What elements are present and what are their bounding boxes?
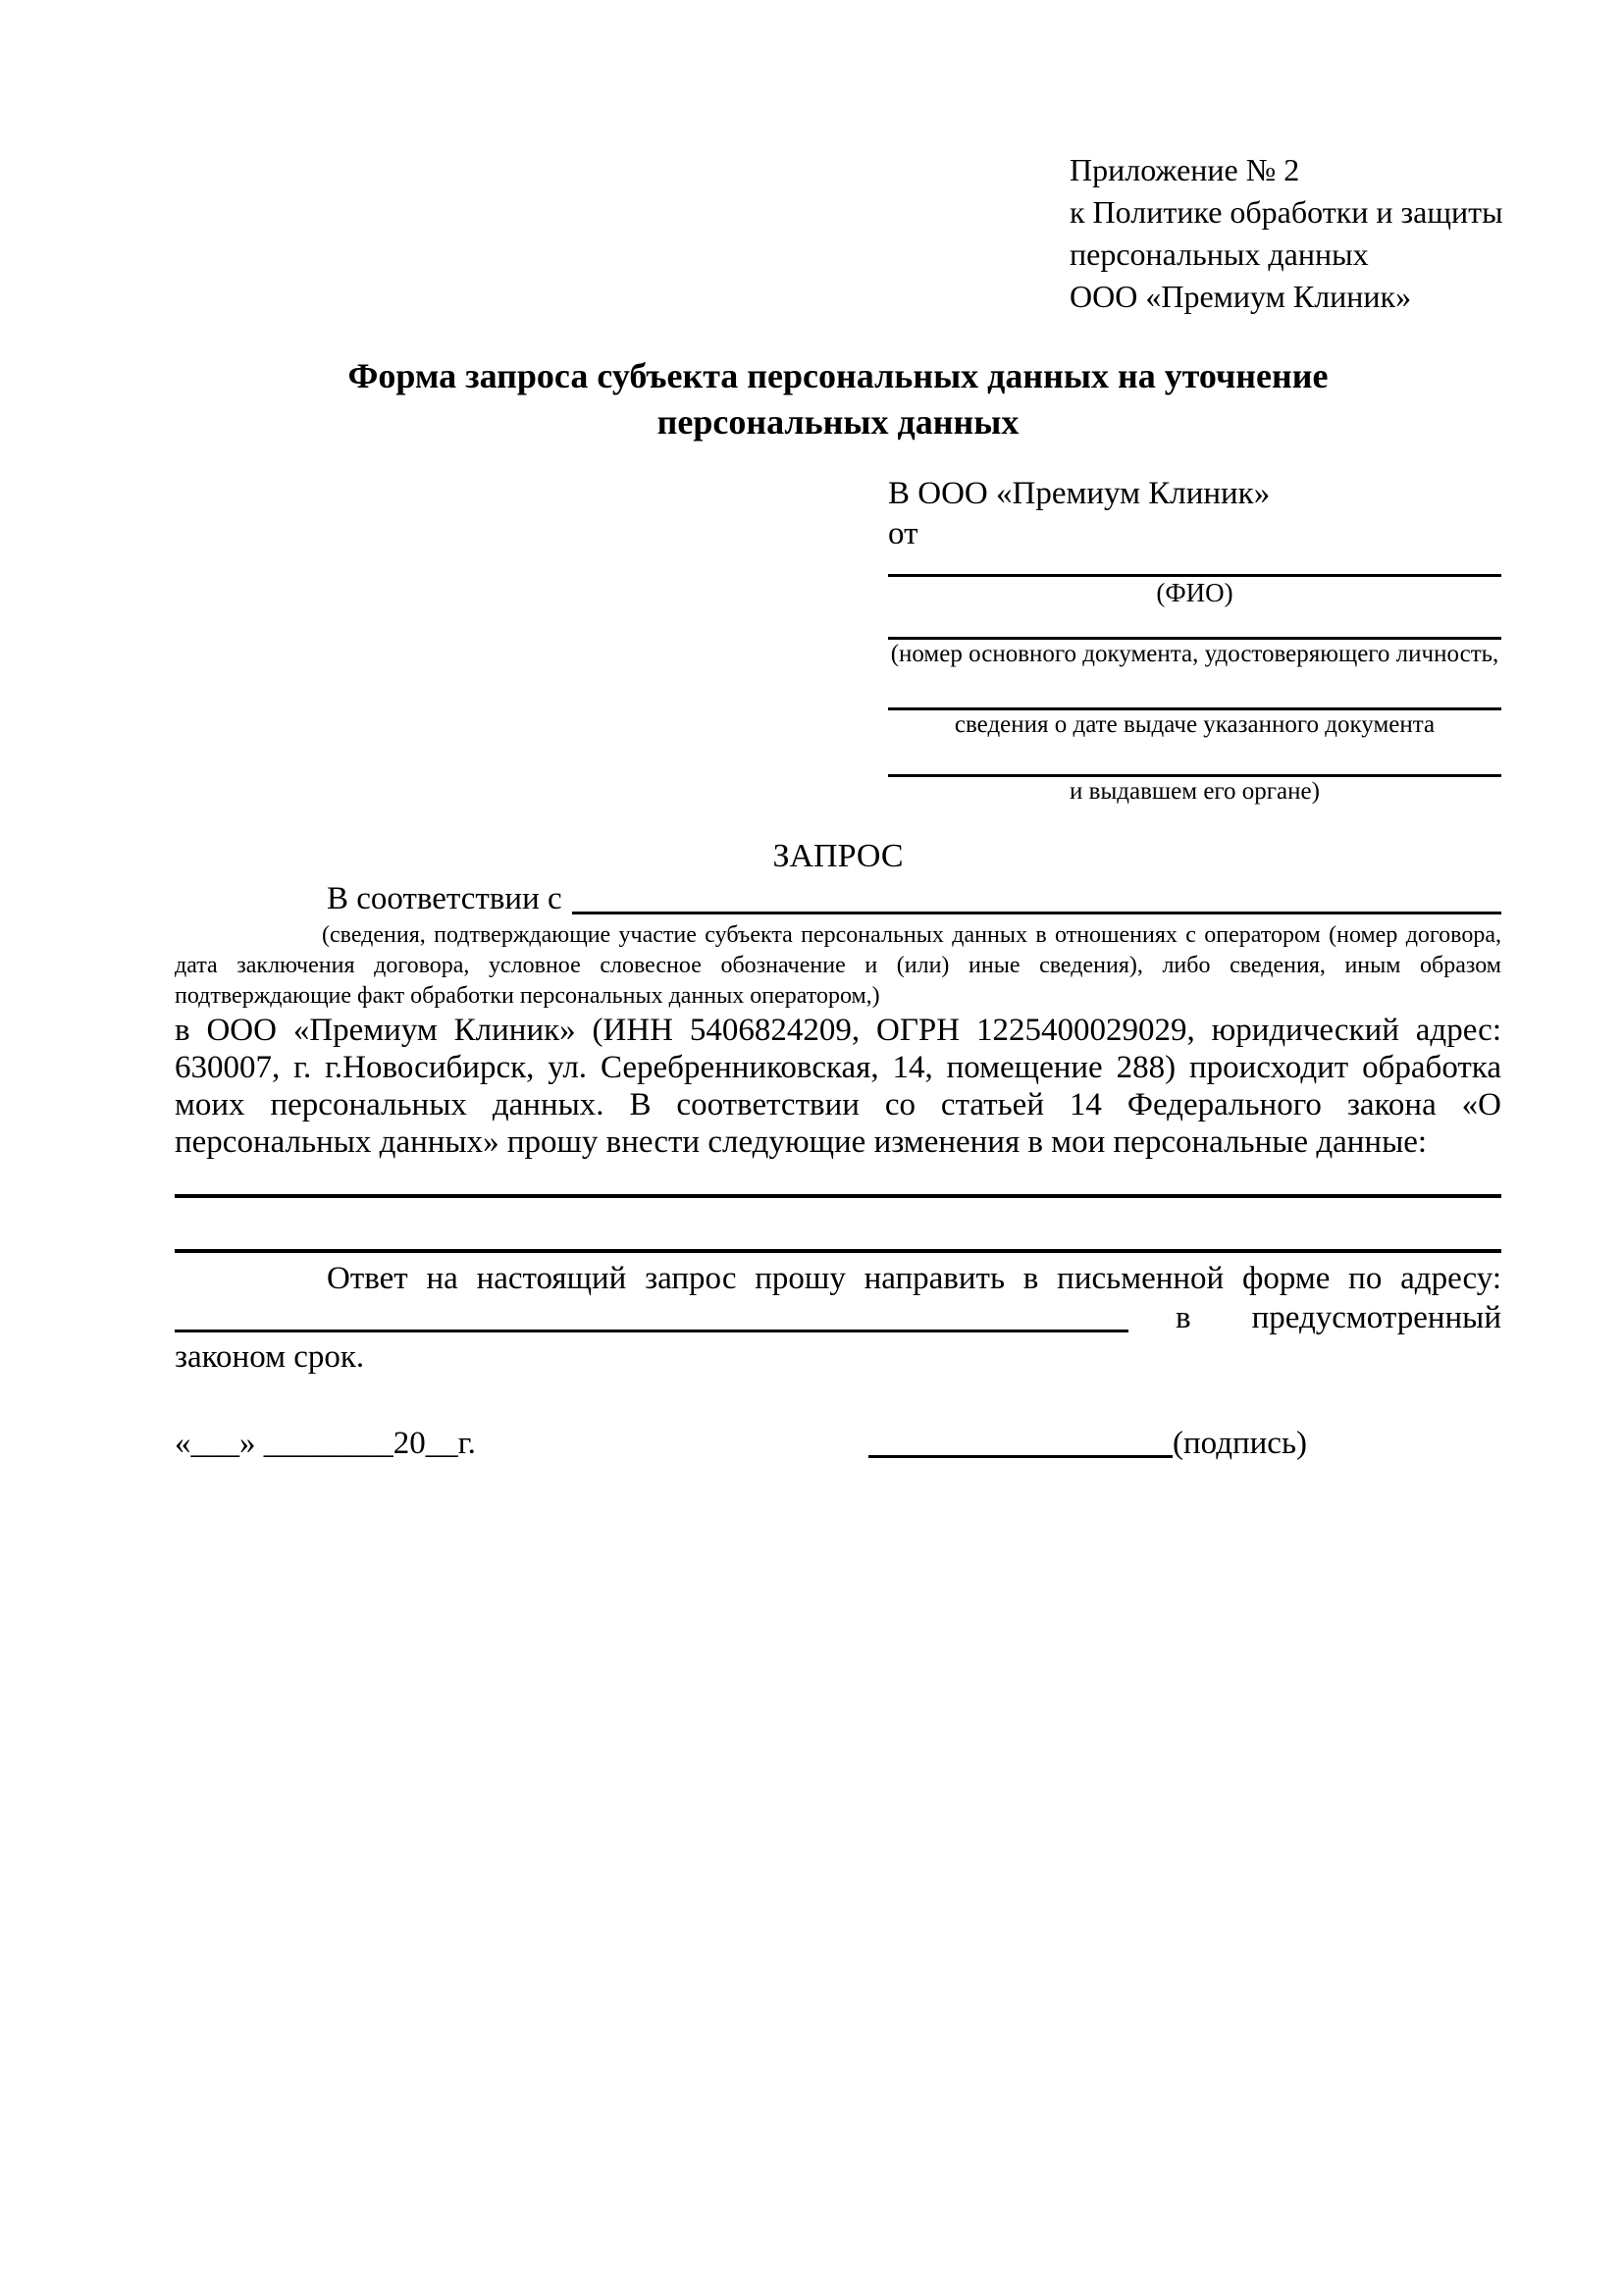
document-content — [175, 0, 1501, 1463]
addressee-from-label: от — [888, 516, 918, 551]
document-issue-date-caption: сведения о дате выдаче указанного документа — [954, 711, 1436, 738]
address-blank-line — [175, 1330, 1128, 1332]
answer-paragraph-line1: Ответ на настоящий запрос прошу направить в письменной форме по адресу: — [327, 1261, 1501, 1296]
signature-caption: (подпись) — [1173, 1426, 1307, 1461]
appendix-header-line: персональных данных — [1070, 236, 1369, 272]
according-blank-line — [572, 912, 1501, 914]
answer-paragraph-line2 — [175, 1298, 1501, 1337]
according-footnote: (сведения, подтверждающие участие субъекта персональных данных в отношениях с оператором (номер договора, дата заключения договора, условное словесное обозначение и (или) иные сведения), либо сведения, иным образом подтверждающие факт обработки персональных данных оператором,) — [175, 922, 1501, 1009]
signature-blank-line — [868, 1455, 1173, 1458]
appendix-header-line: Приложение № 2 — [1070, 152, 1300, 187]
date-signature-row — [175, 1424, 1501, 1463]
page-title-line: Форма запроса субъекта персональных данных на уточнение — [347, 356, 1329, 395]
addressee-to: В ООО «Премиум Клиник» — [888, 476, 1271, 511]
page-title — [175, 353, 1501, 445]
addressee-block — [888, 473, 1501, 807]
date-blank-line: «___» ________20__г. — [175, 1426, 476, 1461]
appendix-header-line: ООО «Премиум Клиник» — [1070, 279, 1412, 314]
request-heading: ЗАПРОС — [772, 838, 904, 874]
document-issuer-caption: и выдавшем его органе) — [1070, 778, 1320, 805]
changes-blank-line-2 — [175, 1198, 1501, 1253]
document-issue-date-blank-line — [888, 669, 1501, 710]
changes-blank-line-1 — [175, 1161, 1501, 1198]
request-body-paragraph: в ООО «Премиум Клиник» (ИНН 5406824209, ОГРН 1225400029029, юридический адрес: 630007, г. г.Новосибирск, ул. Серебренниковская, 14, помещение 288) происходит обработка моих персональных данных. В соответствии со статьей 14 Федерального закона «О персональных данных» прошу внести следующие изменения в мои персональные данные: — [175, 1013, 1501, 1160]
fio-caption: (ФИО) — [1156, 578, 1233, 607]
appendix-header — [1070, 149, 1501, 318]
signature-group — [868, 1424, 1307, 1463]
document-number-blank-line — [888, 608, 1501, 640]
page-title-line: персональных данных — [656, 402, 1020, 442]
according-label: В соответствии с — [327, 881, 562, 916]
appendix-header-line: к Политике обработки и защиты — [1070, 194, 1503, 230]
answer-paragraph-gap-words: в предусмотренный — [1176, 1300, 1501, 1335]
answer-paragraph-line3: законом срок. — [175, 1339, 365, 1375]
according-line — [175, 877, 1501, 920]
fio-blank-line — [888, 553, 1501, 577]
document-number-caption: (номер основного документа, удостоверяющего личность, — [890, 641, 1499, 667]
document-issuer-blank-line — [888, 740, 1501, 777]
